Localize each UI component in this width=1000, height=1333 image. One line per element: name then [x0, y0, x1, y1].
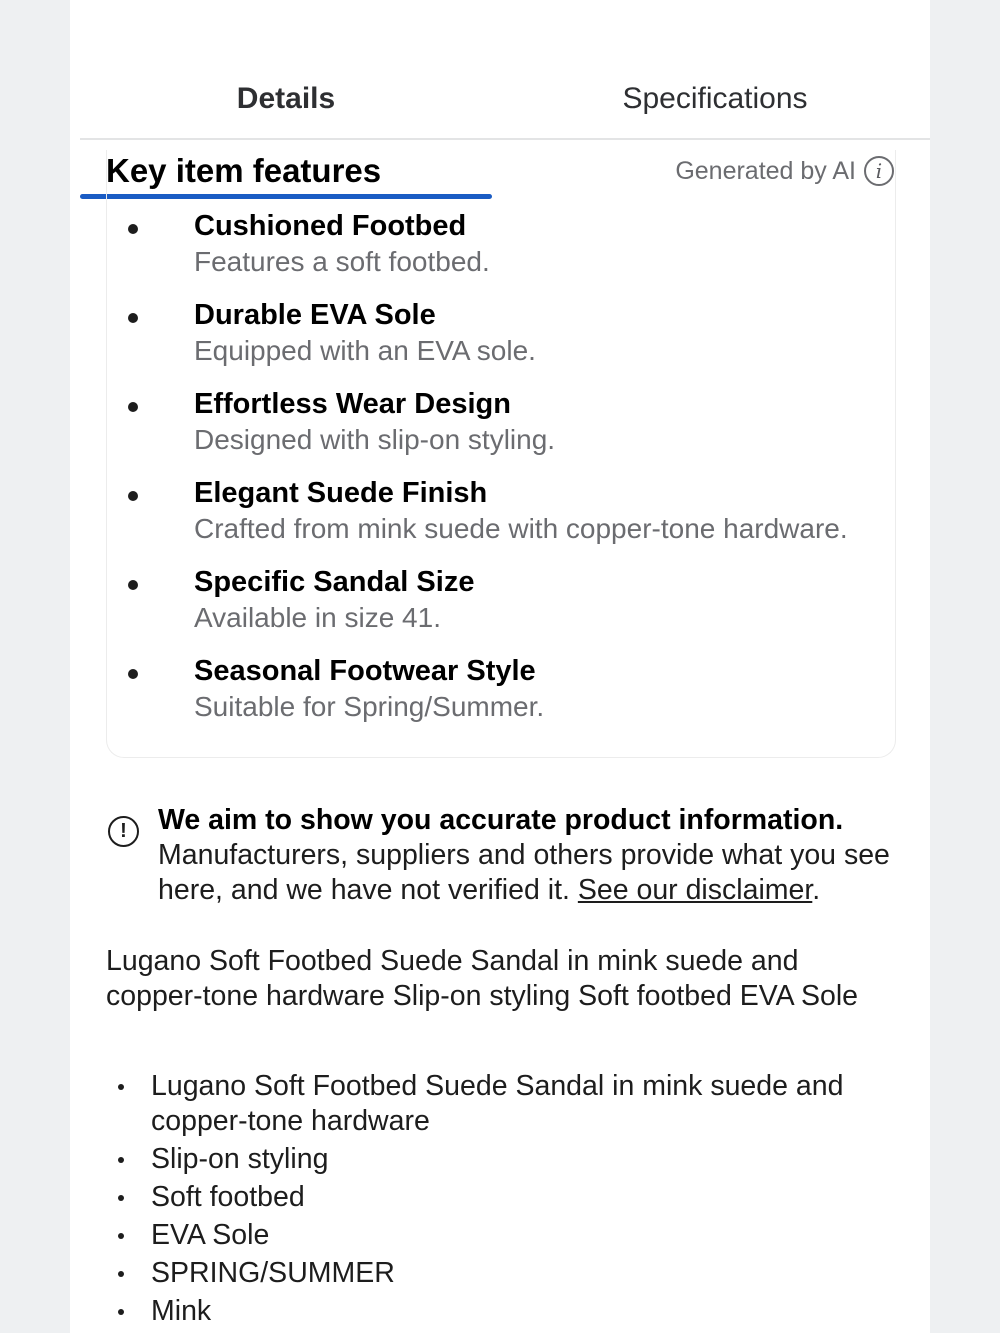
bullet-icon [128, 402, 138, 412]
list-item-text: Soft footbed [151, 1181, 305, 1213]
bullet-icon [118, 1309, 124, 1315]
bullet-icon [128, 491, 138, 501]
bullet-icon [128, 669, 138, 679]
bullet-icon [118, 1084, 124, 1090]
feature-title: Cushioned Footbed [194, 210, 467, 242]
list-item [106, 1142, 896, 1177]
notice-heading: We aim to show you accurate product information. [158, 804, 844, 836]
feature-title: Seasonal Footwear Style [194, 655, 536, 687]
key-features-heading: Key item features [106, 152, 382, 189]
notice-body: Manufacturers, suppliers and others provide what you see here, and we have not verified it. [158, 839, 890, 906]
feature-title: Effortless Wear Design [194, 388, 511, 420]
list-item-text: Slip-on styling [151, 1143, 329, 1175]
disclaimer-link[interactable]: See our disclaimer [577, 874, 813, 906]
bullet-icon [128, 313, 138, 323]
product-details-panel [70, 0, 930, 1333]
feature-description: Available in size 41. [194, 602, 441, 633]
feature-description: Features a soft footbed. [194, 246, 490, 277]
list-item-text: Mink [151, 1295, 212, 1327]
list-item [106, 1256, 896, 1291]
feature-description: Equipped with an EVA sole. [194, 335, 536, 366]
feature-title: Durable EVA Sole [194, 299, 436, 331]
feature-description: Suitable for Spring/Summer. [194, 691, 545, 722]
list-item [106, 1069, 896, 1139]
exclamation-circle-icon: ! [108, 816, 139, 847]
bullet-icon [118, 1233, 124, 1239]
list-item [106, 1218, 896, 1253]
feature-description: Crafted from mink suede with copper-tone hardware. [194, 513, 848, 544]
tab-bar [80, 60, 930, 140]
list-item [106, 1294, 896, 1329]
product-description: Lugano Soft Footbed Suede Sandal in mink suede and copper-tone hardware Slip-on styling Soft footbed EVA Sole [106, 945, 859, 1012]
generated-by-ai[interactable] [675, 156, 894, 186]
list-item-text: EVA Sole [151, 1219, 270, 1251]
feature-title: Elegant Suede Finish [194, 477, 488, 509]
bullet-icon [118, 1157, 124, 1163]
feature-title: Specific Sandal Size [194, 566, 475, 598]
info-circle-icon[interactable]: i [864, 156, 894, 186]
bullet-icon [128, 224, 138, 234]
bullet-icon [128, 580, 138, 590]
list-item [106, 1180, 896, 1215]
tab-details[interactable]: Details [236, 82, 336, 115]
list-item-text: SPRING/SUMMER [151, 1257, 395, 1289]
accuracy-notice [158, 803, 918, 908]
description-bullets [106, 1069, 896, 1332]
bullet-icon [118, 1195, 124, 1201]
generated-by-ai-label: Generated by AI [675, 156, 856, 185]
key-features-card [106, 150, 896, 758]
list-item-text: Lugano Soft Footbed Suede Sandal in mink suede and copper-tone hardware [151, 1070, 844, 1137]
bullet-icon [118, 1271, 124, 1277]
tab-specifications[interactable]: Specifications [622, 82, 808, 115]
notice-end: . [812, 874, 821, 906]
feature-description: Designed with slip-on styling. [194, 424, 556, 455]
